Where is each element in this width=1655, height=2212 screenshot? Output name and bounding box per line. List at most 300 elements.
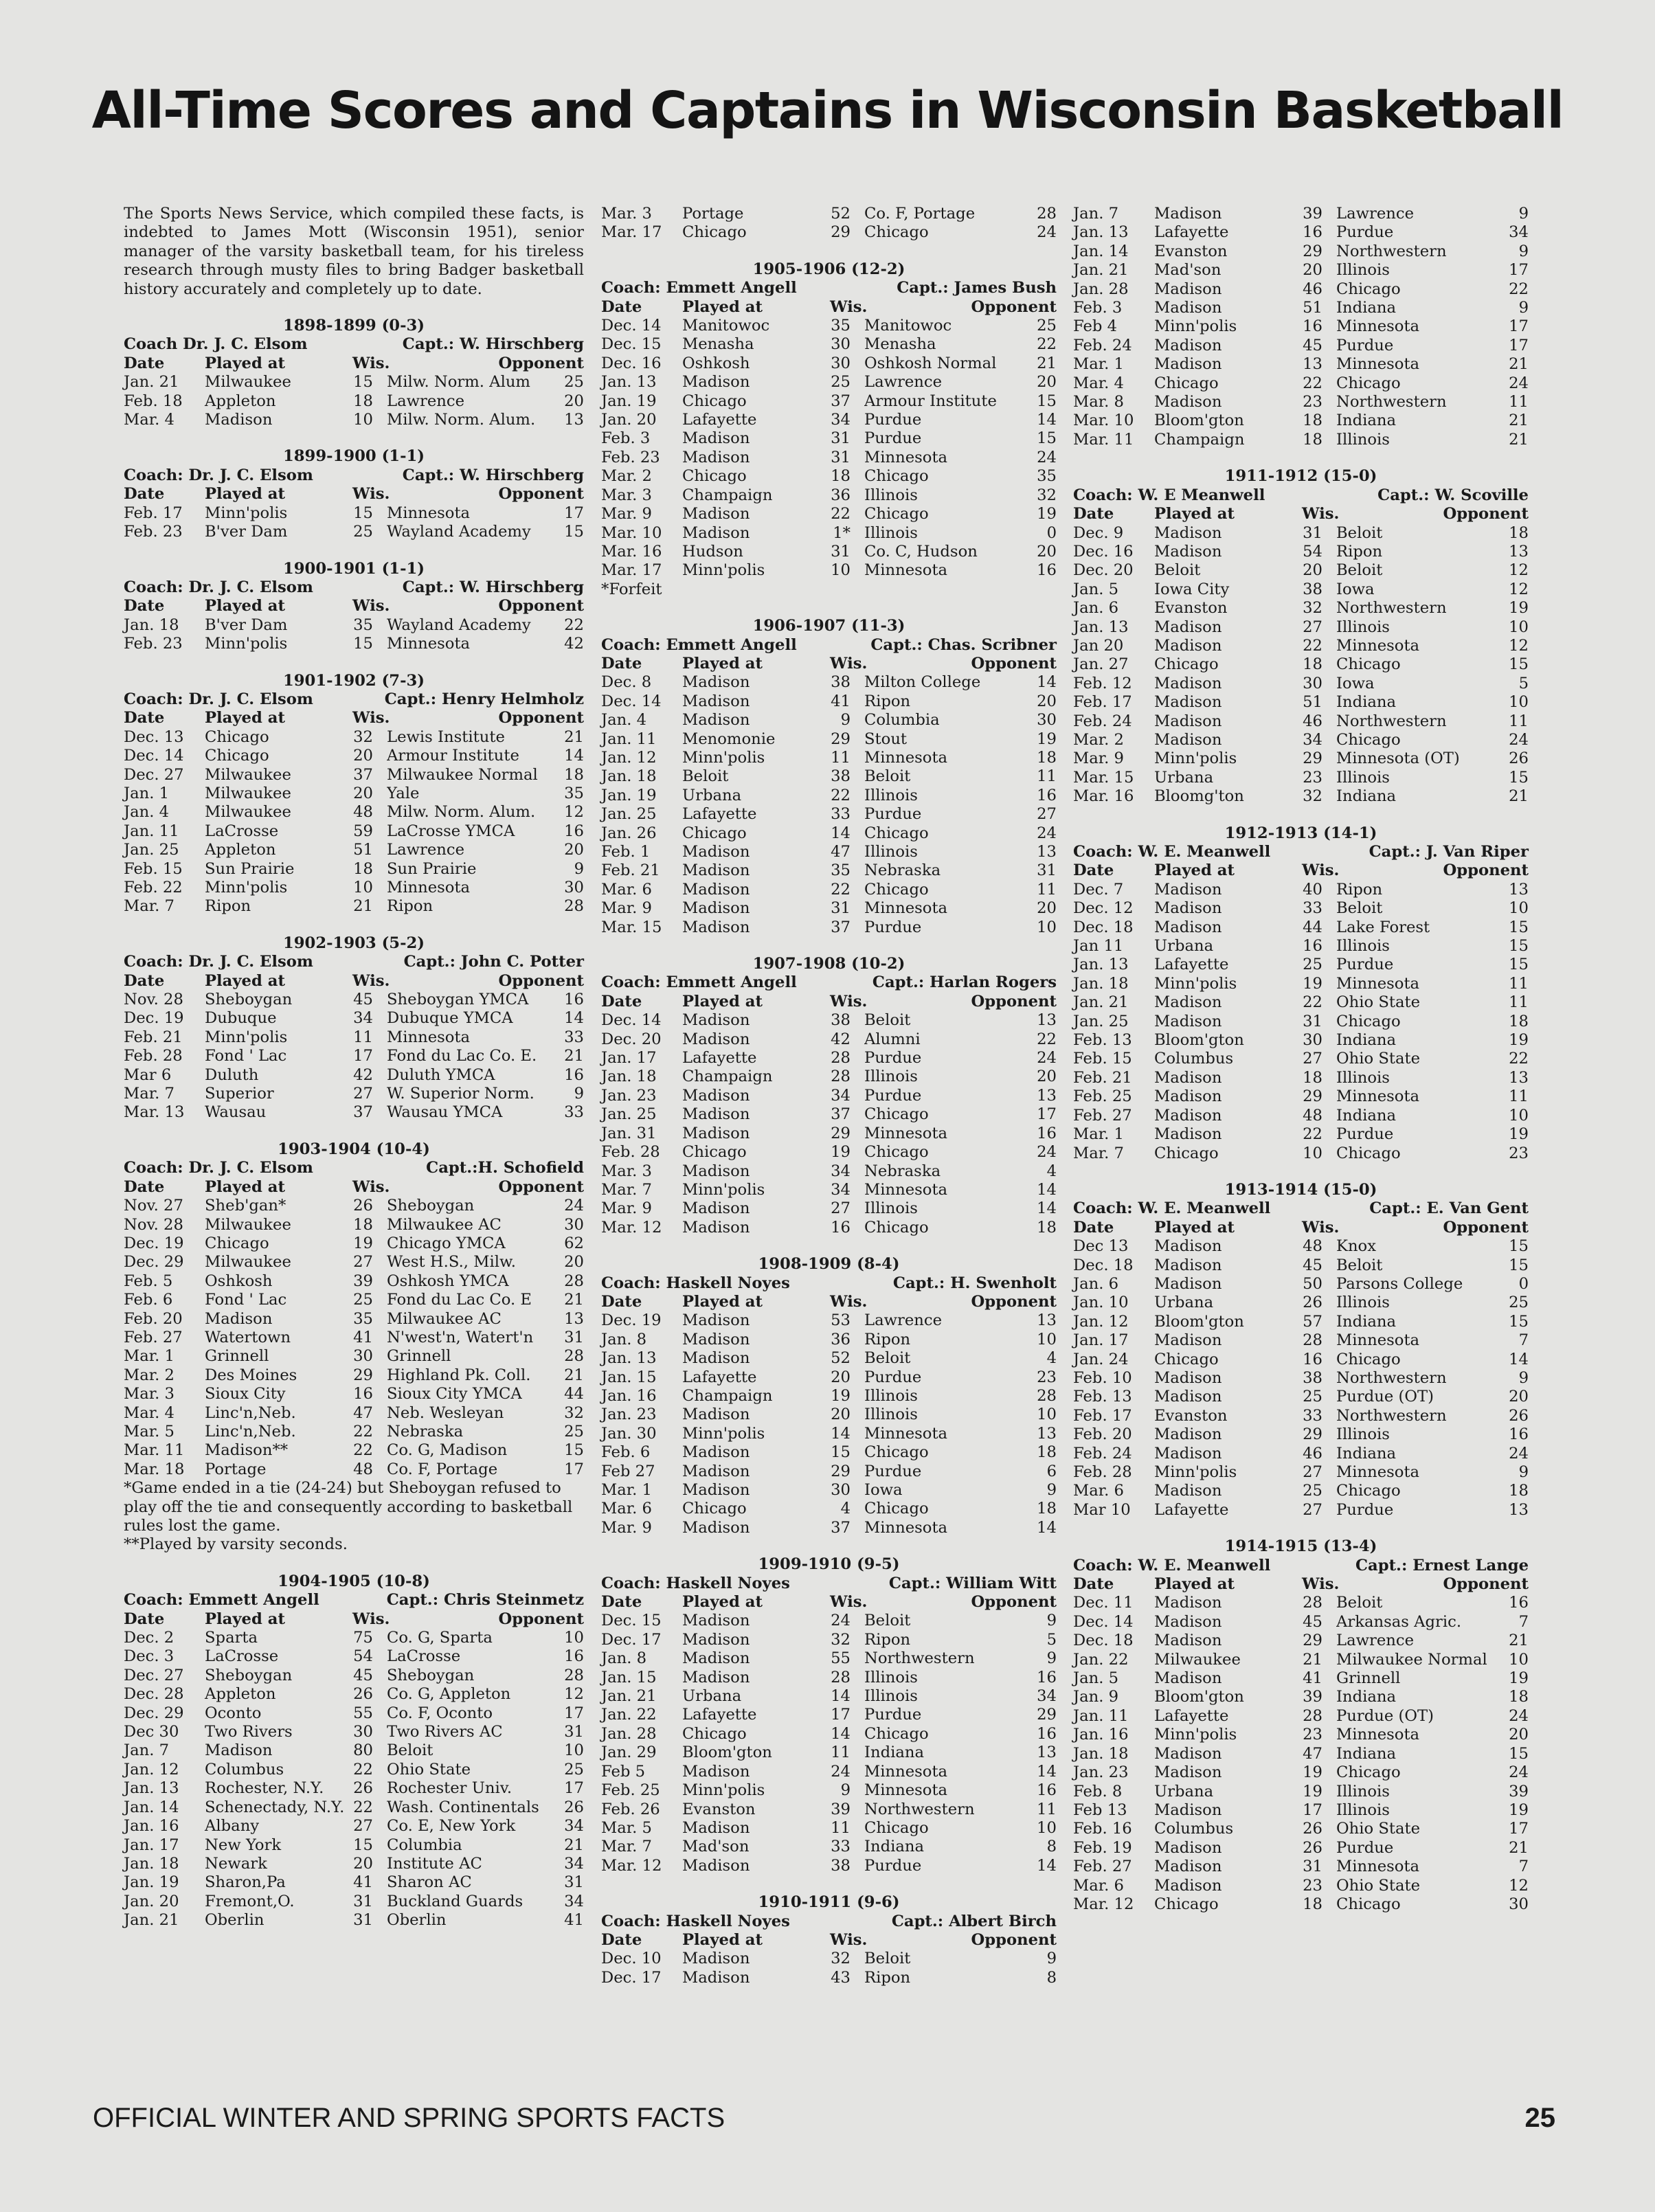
game-date: Mar. 5 <box>124 1422 174 1441</box>
opponent-name: Illinois <box>864 1068 918 1086</box>
wisconsin-score: 25 <box>1303 1388 1322 1406</box>
opponent-score: 24 <box>1509 1444 1529 1463</box>
page-footer <box>93 2103 1555 2134</box>
wisconsin-score: 25 <box>1303 956 1322 974</box>
opponent-score: 31 <box>564 1723 584 1741</box>
opponent-name: Yale <box>387 784 420 802</box>
opponent-name: Ohio State <box>1336 1050 1421 1068</box>
opponent-score: 13 <box>1509 1500 1529 1519</box>
opponent-name: Ripon <box>864 1330 911 1348</box>
opponent-score: 10 <box>1509 1650 1529 1669</box>
opponent-name: Purdue <box>1336 336 1394 354</box>
game-location: Chicago <box>682 824 747 842</box>
season-heading: 1911-1912 (15-0) <box>1224 467 1377 486</box>
opponent-score: 17 <box>1509 317 1529 336</box>
opponent-score: 32 <box>564 1403 584 1422</box>
game-row <box>124 1667 584 1685</box>
opponent-name: Illinois <box>1336 1782 1390 1801</box>
opponent-score: 16 <box>564 1647 584 1666</box>
wisconsin-score: 18 <box>1303 1068 1322 1087</box>
wisconsin-score: 19 <box>353 1234 373 1252</box>
opponent-score: 18 <box>564 765 584 784</box>
game-date: Jan. 8 <box>601 1330 647 1348</box>
opponent-score: 18 <box>1509 1688 1529 1706</box>
game-date: Jan. 21 <box>601 1687 657 1706</box>
game-row <box>601 1425 1057 1443</box>
game-date: Dec 30 <box>124 1723 179 1741</box>
game-row <box>124 1779 584 1798</box>
opponent-name: Co. F, Portage <box>864 205 976 223</box>
game-location: Fond ' Lac <box>205 1047 287 1065</box>
opponent-score: 15 <box>564 1441 584 1460</box>
wisconsin-score: 13 <box>1303 355 1322 374</box>
game-location: Madison <box>682 843 750 861</box>
game-location: Madison <box>682 1649 750 1668</box>
game-location: Albany <box>205 1817 260 1836</box>
wisconsin-score: 47 <box>1303 1744 1322 1763</box>
wisconsin-score: 29 <box>1303 1425 1322 1444</box>
game-date: Jan. 28 <box>601 1724 657 1743</box>
game-date: Dec. 10 <box>601 1950 662 1968</box>
game-date: Dec. 11 <box>1073 1594 1134 1612</box>
game-date: Jan. 20 <box>124 1892 179 1910</box>
header-date: Date <box>601 297 642 316</box>
game-date: Mar. 8 <box>1073 393 1124 411</box>
season-heading: 1912-1913 (14-1) <box>1224 824 1377 842</box>
wisconsin-score: 38 <box>1303 1368 1322 1387</box>
opponent-name: Minnesota <box>864 899 948 918</box>
wisconsin-score: 32 <box>353 727 373 746</box>
game-location: Columbus <box>1154 1820 1234 1838</box>
game-row <box>601 1950 1057 1968</box>
wisconsin-score: 29 <box>1303 749 1322 768</box>
game-row <box>124 1272 584 1291</box>
game-row <box>1073 317 1529 336</box>
opponent-score: 21 <box>564 1047 584 1065</box>
game-row <box>601 1743 1057 1762</box>
game-row <box>124 1366 584 1385</box>
opponent-name: Indiana <box>1336 1106 1397 1125</box>
game-location: Bloomg'ton <box>1154 787 1244 806</box>
captain-name: Capt.: Henry Helmholz <box>384 690 584 708</box>
season-block <box>1073 1537 1529 1914</box>
game-location: Madison <box>1154 1838 1222 1857</box>
game-date: Mar. 9 <box>601 899 652 918</box>
game-date: Mar. 9 <box>601 1199 652 1218</box>
game-row <box>124 1441 584 1460</box>
opponent-name: Lawrence <box>387 841 465 859</box>
game-date: Feb. 6 <box>124 1291 173 1309</box>
game-row <box>1073 1275 1529 1294</box>
wisconsin-score: 33 <box>831 805 851 824</box>
opponent-name: Minnesota <box>864 448 948 466</box>
game-date: Mar. 10 <box>1073 411 1134 430</box>
wisconsin-score: 36 <box>831 1330 851 1348</box>
game-date: Jan. 26 <box>601 824 657 842</box>
game-date: Jan. 19 <box>601 392 657 410</box>
game-date: Dec. 15 <box>601 335 662 354</box>
opponent-name: Chicago <box>864 1818 929 1837</box>
game-location: Madison <box>682 1481 750 1499</box>
opponent-name: Manitowoc <box>864 317 952 335</box>
opponent-name: Indiana <box>1336 411 1397 430</box>
opponent-name: Lawrence <box>864 1311 943 1330</box>
wisconsin-score: 31 <box>353 1892 373 1910</box>
opponent-name: Illinois <box>864 1386 918 1405</box>
opponent-score: 30 <box>564 879 584 896</box>
wisconsin-score: 37 <box>831 1518 851 1537</box>
opponent-name: Minnesota <box>864 1518 948 1537</box>
wisconsin-score: 23 <box>1303 393 1322 411</box>
wisconsin-score: 30 <box>831 354 851 372</box>
game-row <box>601 1481 1057 1500</box>
opponent-name: Chicago <box>1336 1763 1401 1782</box>
opponent-name: Beloit <box>1336 899 1383 918</box>
wisconsin-score: 21 <box>353 897 373 916</box>
opponent-name: Lewis Institute <box>387 727 505 746</box>
opponent-name: Beloit <box>1336 1256 1383 1274</box>
opponent-name: Beloit <box>864 1011 911 1030</box>
wisconsin-score: 31 <box>1303 1858 1322 1876</box>
game-date: Dec. 14 <box>124 747 184 765</box>
game-location: Madison <box>682 861 750 880</box>
coach-captain-line <box>1073 486 1529 505</box>
game-location: Madison <box>682 1856 750 1875</box>
wisconsin-score: 48 <box>1303 1106 1322 1125</box>
wisconsin-score: 26 <box>353 1197 373 1215</box>
game-row <box>601 1443 1057 1462</box>
opponent-name: Ripon <box>1336 880 1383 899</box>
wisconsin-score: 42 <box>353 1065 373 1084</box>
wisconsin-score: 30 <box>831 335 851 354</box>
wisconsin-score: 16 <box>1303 317 1322 336</box>
wisconsin-score: 22 <box>831 786 851 804</box>
opponent-score: 23 <box>1509 1144 1529 1162</box>
header-played-at: Played at <box>1154 861 1235 880</box>
column-header-row <box>124 354 584 373</box>
opponent-score: 14 <box>1037 1856 1057 1875</box>
opponent-score: 18 <box>1037 1500 1057 1518</box>
game-date: Jan. 18 <box>601 1068 657 1086</box>
opponent-score: 25 <box>564 1422 584 1441</box>
opponent-name: Minnesota <box>864 1781 948 1800</box>
wisconsin-score: 29 <box>353 1366 373 1384</box>
opponent-name: Ripon <box>864 1968 911 1987</box>
wisconsin-score: 27 <box>353 1253 373 1272</box>
wisconsin-score: 23 <box>1303 1876 1322 1895</box>
header-wis: Wis. <box>830 1292 868 1311</box>
opponent-name: Purdue <box>864 1368 922 1386</box>
opponent-score: 10 <box>564 1741 584 1760</box>
opponent-name: Indiana <box>864 1743 925 1762</box>
wisconsin-score: 46 <box>1303 280 1322 298</box>
opponent-score: 25 <box>564 373 584 392</box>
game-location: Mad'son <box>1154 261 1221 280</box>
opponent-score: 13 <box>564 411 584 429</box>
wisconsin-score: 38 <box>1303 580 1322 598</box>
game-date: Mar. 4 <box>1073 374 1124 392</box>
wisconsin-score: 32 <box>831 1950 851 1968</box>
header-date: Date <box>1073 1218 1114 1237</box>
game-row <box>1073 1745 1529 1763</box>
season-block <box>124 317 584 429</box>
opponent-score: 27 <box>1037 805 1057 824</box>
game-location: Champaign <box>682 1386 773 1405</box>
wisconsin-score: 27 <box>1303 1463 1322 1481</box>
game-location: Madison <box>682 918 750 936</box>
header-wis: Wis. <box>830 297 868 316</box>
opponent-name: Nebraska <box>864 861 941 880</box>
wisconsin-score: 20 <box>1303 261 1322 280</box>
game-location: Madison <box>682 1406 750 1424</box>
game-location: Madison <box>682 1443 750 1462</box>
game-row <box>1073 223 1529 242</box>
header-opponent: Opponent <box>498 709 584 727</box>
header-date: Date <box>601 1930 642 1949</box>
wisconsin-score: 20 <box>831 1368 851 1386</box>
opponent-score: 16 <box>1037 1724 1057 1743</box>
opponent-score: 20 <box>564 392 584 410</box>
game-date: Jan. 23 <box>601 1406 657 1424</box>
game-date: Feb. 3 <box>1073 299 1123 317</box>
game-row <box>601 223 1057 242</box>
game-location: Madison <box>1154 618 1222 636</box>
game-date: Feb. 24 <box>1073 712 1132 730</box>
game-date: Dec. 17 <box>601 1630 662 1649</box>
game-date: Mar. 7 <box>124 897 174 916</box>
game-row <box>601 543 1057 561</box>
header-wis: Wis. <box>352 709 390 727</box>
opponent-name: Sheboygan <box>387 1666 475 1684</box>
game-location: Watertown <box>205 1328 291 1346</box>
coach-name: Coach: Haskell Noyes <box>601 1912 790 1930</box>
game-row <box>1073 299 1529 317</box>
game-row <box>124 1704 584 1723</box>
wisconsin-score: 38 <box>831 1856 851 1875</box>
game-date: Jan. 16 <box>601 1386 657 1405</box>
wisconsin-score: 46 <box>1303 1444 1322 1463</box>
header-opponent: Opponent <box>971 297 1057 316</box>
game-date: Mar. 3 <box>601 1162 652 1180</box>
header-date: Date <box>124 1177 165 1196</box>
game-date: Mar. 1 <box>601 1481 652 1499</box>
game-row <box>1073 1651 1529 1669</box>
game-row <box>124 1741 584 1760</box>
header-spacer <box>1336 1219 1443 1237</box>
wisconsin-score: 25 <box>353 523 373 541</box>
game-date: Feb. 22 <box>124 879 183 896</box>
game-date: Feb. 24 <box>1073 336 1132 354</box>
game-location: Madison <box>1154 880 1222 899</box>
game-row <box>1073 1820 1529 1838</box>
game-location: Evanston <box>1154 242 1228 260</box>
game-date: Jan. 15 <box>601 1368 657 1386</box>
game-date: Jan. 25 <box>124 841 179 859</box>
header-opponent: Opponent <box>1443 1218 1529 1237</box>
opponent-score: 12 <box>564 803 584 822</box>
wisconsin-score: 31 <box>831 899 851 918</box>
opponent-name: Fond du Lac Co. E <box>387 1291 532 1309</box>
wisconsin-score: 22 <box>1303 1125 1322 1144</box>
game-row <box>1073 1726 1529 1744</box>
opponent-name: Chicago <box>864 505 929 523</box>
opponent-name: Northwestern <box>1336 393 1447 411</box>
game-location: Sharon,Pa <box>205 1873 286 1892</box>
game-date: Feb 13 <box>1073 1801 1127 1819</box>
opponent-name: Illinois <box>1336 1068 1390 1087</box>
wisconsin-score: 29 <box>831 1124 851 1142</box>
game-row <box>601 1387 1057 1406</box>
game-row <box>1073 881 1529 899</box>
game-location: Lafayette <box>682 1368 757 1386</box>
game-location: Madison <box>1154 1125 1222 1144</box>
game-location: Minn'polis <box>1154 1726 1237 1744</box>
game-row <box>1073 1839 1529 1858</box>
game-row <box>601 1857 1057 1875</box>
wisconsin-score: 26 <box>1303 1838 1322 1857</box>
column-header-row <box>124 597 584 616</box>
game-row <box>1073 918 1529 937</box>
coach-captain-line <box>124 335 584 354</box>
game-date: Dec. 27 <box>124 1666 184 1684</box>
game-row <box>1073 1050 1529 1068</box>
game-row <box>124 747 584 765</box>
game-row <box>1073 655 1529 674</box>
opponent-score: 7 <box>1518 1612 1529 1631</box>
game-date: Feb. 23 <box>124 523 183 541</box>
game-location: Bloom'gton <box>1154 1312 1244 1331</box>
opponent-score: 33 <box>564 1103 584 1122</box>
game-location: Madison <box>1154 393 1222 411</box>
coach-captain-line <box>124 690 584 709</box>
coach-captain-line <box>601 1912 1057 1931</box>
column-header-row <box>124 485 584 504</box>
game-date: Jan. 5 <box>1073 580 1119 598</box>
season-block <box>124 1572 584 1930</box>
game-row <box>1073 242 1529 261</box>
opponent-name: Illinois <box>1336 937 1390 956</box>
game-row <box>1073 1801 1529 1820</box>
wisconsin-score: 43 <box>831 1968 851 1987</box>
opponent-name: Purdue <box>1336 1838 1394 1857</box>
game-location: Portage <box>682 205 744 223</box>
wisconsin-score: 35 <box>353 1309 373 1328</box>
opponent-score: 9 <box>1046 1612 1057 1630</box>
opponent-name: Illinois <box>864 523 918 542</box>
game-date: Mar. 9 <box>1073 749 1124 768</box>
opponent-score: 10 <box>1509 693 1529 712</box>
game-date: Mar. 18 <box>124 1460 185 1478</box>
opponent-name: LaCrosse YMCA <box>387 822 515 840</box>
wisconsin-score: 32 <box>831 1630 851 1649</box>
game-row <box>601 354 1057 373</box>
game-date: Jan 20 <box>1073 636 1124 655</box>
game-row <box>1073 1763 1529 1782</box>
opponent-score: 28 <box>1037 1386 1057 1405</box>
wisconsin-score: 30 <box>831 1481 851 1499</box>
game-date: Mar. 12 <box>1073 1895 1134 1913</box>
game-date: Jan. 25 <box>1073 1012 1129 1030</box>
opponent-score: 22 <box>1509 280 1529 298</box>
opponent-name: Minnesota <box>1336 317 1420 336</box>
opponent-score: 41 <box>564 1911 584 1930</box>
opponent-score: 15 <box>1509 768 1529 787</box>
game-row <box>1073 1313 1529 1331</box>
opponent-name: Minnesota <box>1336 1087 1420 1106</box>
header-spacer <box>387 354 498 373</box>
game-location: Madison <box>682 1968 750 1987</box>
game-date: Dec. 20 <box>1073 561 1134 580</box>
opponent-name: Iowa <box>1336 580 1375 598</box>
opponent-score: 21 <box>1509 1632 1529 1650</box>
game-location: Madison <box>1154 1368 1222 1387</box>
opponent-name: Northwestern <box>1336 599 1447 618</box>
game-row <box>601 335 1057 354</box>
game-date: Feb 4 <box>1073 317 1118 336</box>
header-opponent: Opponent <box>498 1610 584 1628</box>
game-row <box>124 879 584 897</box>
header-spacer <box>864 1293 971 1311</box>
header-spacer <box>864 655 971 673</box>
game-date: Mar. 16 <box>1073 787 1134 806</box>
game-location: Minn'polis <box>682 1424 765 1443</box>
wisconsin-score: 14 <box>831 1687 851 1706</box>
game-row <box>1073 1237 1529 1256</box>
game-location: Milwaukee <box>205 784 291 802</box>
game-row <box>601 1349 1057 1368</box>
opponent-score: 14 <box>1037 1180 1057 1199</box>
game-row <box>601 373 1057 392</box>
game-location: Chicago <box>1154 655 1219 674</box>
game-location: Chicago <box>1154 1144 1219 1162</box>
opponent-score: 26 <box>1509 749 1529 768</box>
wisconsin-score: 22 <box>1303 374 1322 392</box>
opponent-name: Northwestern <box>1336 1406 1447 1425</box>
game-row <box>124 523 584 541</box>
game-date: Dec. 29 <box>124 1253 184 1272</box>
wisconsin-score: 48 <box>1303 1237 1322 1256</box>
game-date: Dec. 14 <box>601 317 662 335</box>
game-location: Lafayette <box>1154 1706 1229 1725</box>
game-row <box>601 1763 1057 1781</box>
season-block <box>124 1140 584 1555</box>
game-row <box>601 1725 1057 1743</box>
opponent-name: Lawrence <box>387 392 465 410</box>
wisconsin-score: 22 <box>1303 993 1322 1012</box>
wisconsin-score: 31 <box>353 1911 373 1930</box>
captain-name: Capt.: J. Van Riper <box>1369 843 1529 861</box>
opponent-score: 16 <box>1037 1124 1057 1142</box>
opponent-score: 14 <box>564 747 584 765</box>
opponent-name: W. Superior Norm. <box>387 1085 534 1103</box>
game-row <box>124 766 584 785</box>
opponent-name: Chicago <box>864 1443 929 1462</box>
game-location: Bloom'gton <box>1154 411 1244 430</box>
game-location: Minn'polis <box>205 879 288 896</box>
game-row <box>124 1911 584 1930</box>
game-location: B'ver Dam <box>205 616 288 634</box>
game-date: Feb. 28 <box>601 1143 660 1162</box>
column-header-row <box>124 1178 584 1197</box>
game-row <box>601 1838 1057 1856</box>
season-heading: 1900-1901 (1-1) <box>282 559 425 578</box>
game-row <box>124 785 584 803</box>
game-location: Madison <box>682 1011 750 1030</box>
game-row <box>124 1685 584 1704</box>
opponent-name: Wash. Continentals <box>387 1798 539 1816</box>
opponent-name: Purdue (OT) <box>1336 1388 1434 1406</box>
opponent-score: 15 <box>1037 392 1057 410</box>
